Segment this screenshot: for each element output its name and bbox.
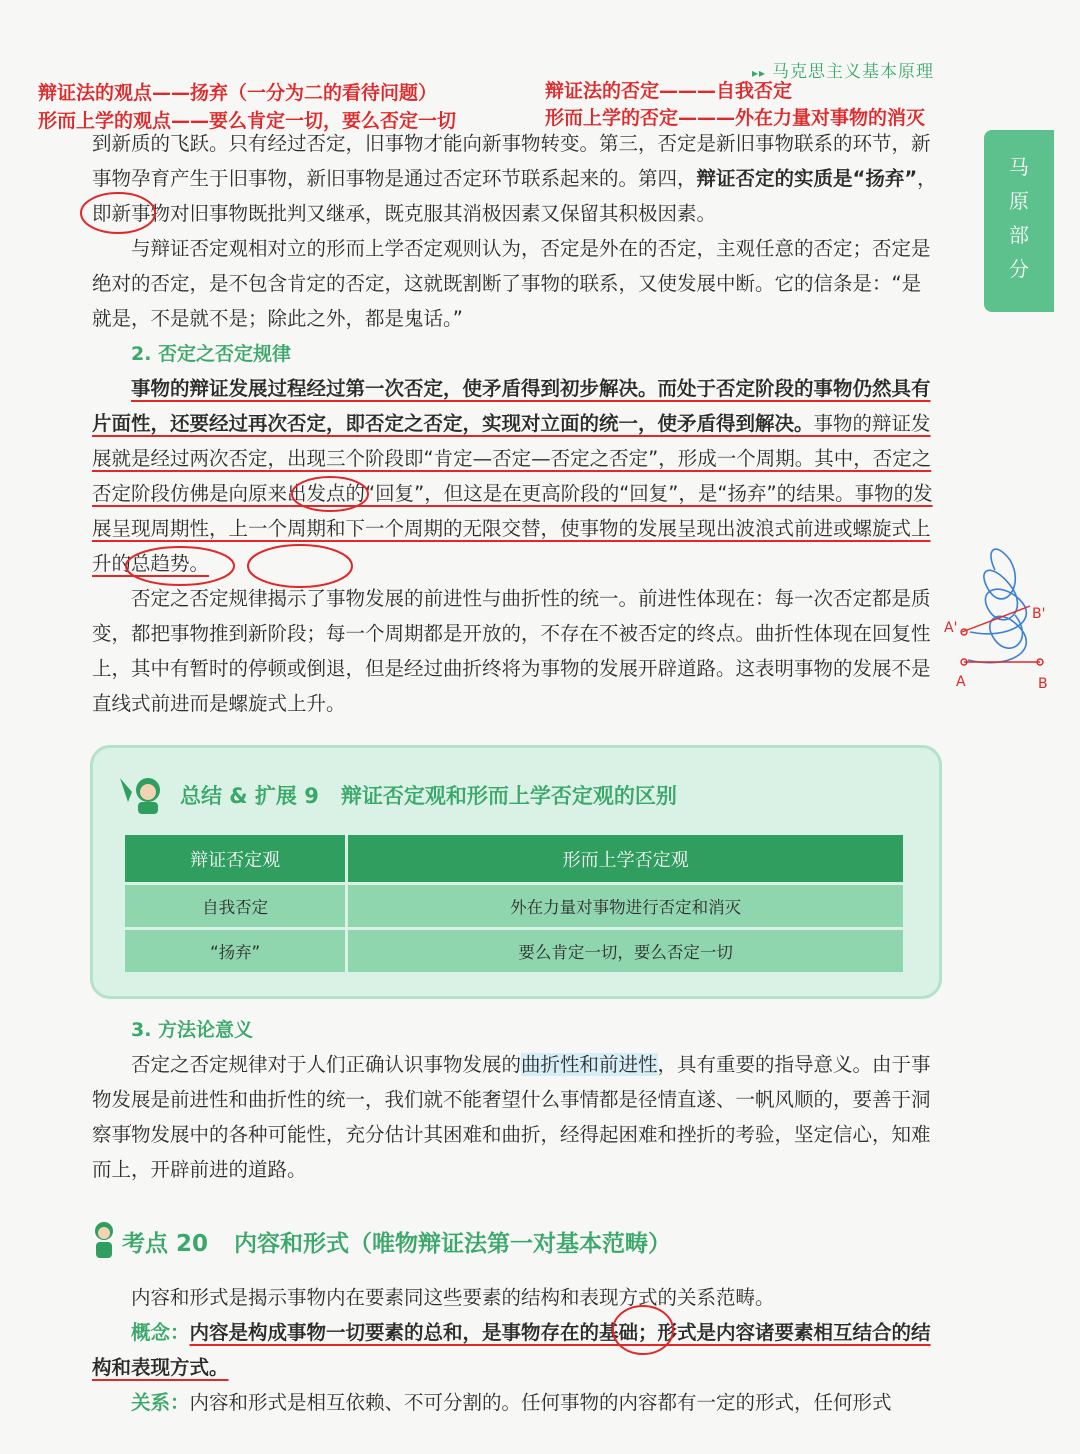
sketch-label-b: B — [1038, 676, 1048, 692]
paragraph-progress-and-twists: 否定之否定规律揭示了事物发展的前进性与曲折性的统一。前进性体现在：每一次否定都是质变，都把事物推到新阶段；每一个周期都是开放的，不存在不被否定的终点。曲折性体现在回复性上，其中有暂时的停顿或倒退，但是经过曲折终将为事物的发展开辟道路。这表明事物的发展不是直线式前进而是螺旋式上升。 — [92, 587, 931, 715]
circle-mark-fangfu — [292, 477, 368, 511]
annotation-note-2: 形而上学的观点——要么肯定一切，要么否定一切 — [38, 110, 457, 132]
summary-box-number: 总结 & 扩展 9 — [180, 784, 319, 808]
circle-mark-wave — [126, 547, 234, 585]
paragraph-metaphysical-negation: 与辩证否定观相对立的形而上学否定观则认为，否定是外在的否定，主观任意的否定；否定是绝对的否定，是不包含肯定的否定，这就既割断了事物的联系，又使发展中断。它的信条是：“是就是，不是就不是；除此之外，都是鬼话。” — [92, 237, 931, 330]
concept-label: 概念： — [131, 1321, 190, 1344]
table-cell: 外在力量对事物进行否定和消灭 — [347, 884, 903, 929]
exam-point-number: 考点 20 — [122, 1231, 209, 1257]
bold-underlined-definition: 事物的辩证发展过程经过第一次否定，使矛盾得到初步解决。而处于否定阶段的事物仍然具有片面性，还要经过再次否定，即否定之否定，实现对立面的统一，使矛盾得到解决。 — [92, 377, 931, 435]
circle-mark-yangqi — [81, 193, 155, 233]
summary-box-heading: 辩证否定观和形而上学否定观的区别 — [340, 784, 677, 808]
annotation-note-4: 形而上学的否定———外在力量对事物的消灭 — [545, 107, 926, 129]
side-tab-char: 原 — [1009, 189, 1029, 213]
spiral-sketch — [968, 549, 1026, 663]
sketch-label-a: A — [956, 674, 966, 690]
table-header-metaphysical: 形而上学否定观 — [347, 835, 903, 884]
sketch-label-a-prime: A' — [944, 620, 958, 636]
paragraph-relation: 关系：内容和形式是相互依赖、不可分割的。任何事物的内容都有一定的形式，任何形式 — [131, 1391, 892, 1414]
table-cell: 自我否定 — [125, 884, 347, 929]
table-cell: “扬弃” — [125, 929, 347, 973]
exam-point-title: 内容和形式（唯物辩证法第一对基本范畴） — [234, 1231, 672, 1257]
paragraph-negation-law: 事物的辩证发展过程经过第一次否定，使矛盾得到初步解决。而处于否定阶段的事物仍然具有片面性，还要经过再次否定，即否定之否定，实现对立面的统一，使矛盾得到解决。事物的辩证发展就是经过两次否定，出现三个阶段即“肯定—否定—否定之否定”，形成一个周期。其中，否定之否定阶段仿佛是向原来出发点的“回复”，但这是在更高阶段的“回复”，是“扬弃”的结果。事物的发展呈现周期性，上一个周期和下一个周期的无限交替，使事物的发展呈现出波浪式前进或螺旋式上升的总趋势。 — [92, 377, 933, 575]
side-tab-char: 马 — [1009, 155, 1029, 179]
subheading-negation-of-negation: 2. 否定之否定规律 — [131, 343, 292, 365]
table-cell: 要么肯定一切，要么否定一切 — [347, 929, 903, 973]
highlighted-phrase: 曲折性和前进性 — [521, 1053, 658, 1076]
annotation-note-3: 辩证法的否定———自我否定 — [545, 80, 793, 102]
paragraph-content-form-intro: 内容和形式是揭示事物内在要素同这些要素的结构和表现方式的关系范畴。 — [131, 1286, 775, 1309]
circle-mark-basis — [613, 1306, 673, 1354]
paragraph-concept: 概念：内容是构成事物一切要素的总和，是事物存在的基础；形式是内容诸要素相互结合的结构和表现方式。 — [92, 1321, 931, 1379]
side-tab-char: 部 — [1009, 223, 1029, 247]
paragraph-methodology: 否定之否定规律对于人们正确认识事物发展的曲折性和前进性，具有重要的指导意义。由于事物发展是前进性和曲折性的统一，我们就不能奢望什么事情都是径情直遂、一帆风顺的，要善于洞察事物发展中的各种可能性，充分估计其困难和曲折，经得起困难和挫折的考验，坚定信心，知难而上，开辟前进的道路。 — [92, 1053, 931, 1181]
table-header-dialectical: 辩证否定观 — [125, 835, 347, 884]
circle-mark-spiral — [248, 545, 352, 587]
annotation-note-1: 辩证法的观点——扬弃（一分为二的看待问题） — [38, 82, 438, 104]
sketch-label-b-prime: B' — [1032, 606, 1046, 622]
subheading-methodology: 3. 方法论意义 — [131, 1019, 254, 1041]
side-tab-char: 分 — [1009, 257, 1029, 281]
double-arrow-icon: ▸▸ — [752, 66, 767, 80]
book-title: 马克思主义基本原理 — [772, 62, 935, 82]
paragraph-negation-role: 到新质的飞跃。只有经过否定，旧事物才能向新事物转变。第三，否定是新旧事物联系的环节，新事物孕育产生于旧事物，新旧事物是通过否定环节联系起来的。第四，辩证否定的实质是“扬弃”，即新事物对旧事物既批判又继承，既克服其消极因素又保留其积极因素。 — [92, 132, 937, 225]
relation-label: 关系： — [131, 1391, 190, 1414]
bold-key-phrase: 辩证否定的实质是“扬弃” — [696, 167, 918, 190]
